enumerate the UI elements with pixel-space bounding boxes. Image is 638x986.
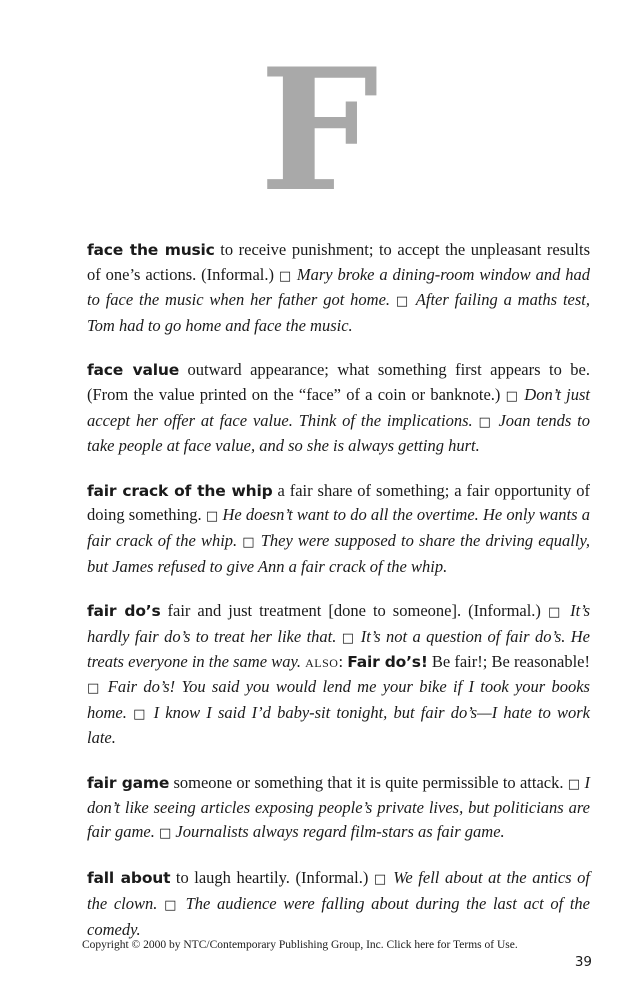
entry-fair-crack-of-the-whip xyxy=(87,479,590,578)
entry-headword: fall about xyxy=(87,869,171,888)
box-separator-icon: □ xyxy=(341,630,356,646)
entry-face-the-music xyxy=(87,238,590,337)
copyright-link[interactable]: Copyright © 2000 by NTC/Contemporary Publishing Group, Inc. Click here for Terms of Use. xyxy=(82,939,518,951)
entry-fair-dos: fair do’s fair and just treatment [done to someone]. (Informal.) □ It’s hardly fair do’s to treat her like that. □ It’s not a question of fair do’s. He treats everyone in the same way. also: Fair do’s! Be fair!; Be reasonable! □ Fair do’s! You said you would lend me your bike if I took your books home. □ I know I said I’d baby-sit tonight, but fair do’s—I hate to work late. xyxy=(87,601,591,748)
entry-example: Don’t just accept her offer at face value. Think of the implications. xyxy=(87,384,591,430)
entry-definition: to receive punishment; to accept the unpleasant results of one’s actions. (Informal.) xyxy=(87,240,591,284)
entry-headword: fair do’s xyxy=(87,602,161,621)
box-separator-icon: □ xyxy=(547,605,564,621)
also-definition: Be fair!; Be reasonable! xyxy=(431,652,590,672)
also-headword: Fair do’s! xyxy=(347,653,428,672)
box-separator-icon: □ xyxy=(395,294,410,310)
box-separator-icon: □ xyxy=(242,534,256,550)
entry-example: Fair do’s! You said you would lend me your bike if I took your books home. xyxy=(87,676,590,722)
entry-headword: fair crack of the whip xyxy=(87,481,273,500)
dictionary-entries xyxy=(87,238,590,962)
page-number: 39 xyxy=(574,954,592,970)
entry-definition: someone or something that it is quite permissible to attack. xyxy=(173,772,564,792)
box-separator-icon: □ xyxy=(133,706,148,722)
entry-example: It’s hardly fair do’s to treat her like that. xyxy=(87,601,591,646)
entry-definition: fair and just treatment [done to someone]. (Informal.) xyxy=(167,601,541,621)
entry-definition: to laugh heartily. (Informal.) xyxy=(175,868,369,888)
entry-fair-game xyxy=(87,771,590,846)
also-label: also xyxy=(305,652,339,672)
entry-example: Mary broke a dining-room window and had to face the music when her father got home. xyxy=(87,264,590,310)
entry-example: It’s not a question of fair do’s. He treats everyone in the same way. xyxy=(87,626,590,672)
box-separator-icon: □ xyxy=(205,509,219,525)
box-separator-icon: □ xyxy=(478,414,493,430)
box-separator-icon: □ xyxy=(87,680,102,696)
entry-example: We fell about at the antics of the clown. xyxy=(87,868,591,914)
entry-headword: face the music xyxy=(87,241,215,259)
entry-example: They were supposed to share the driving equally, but James refused to give Ann a fair crack of the whip. xyxy=(87,530,590,576)
box-separator-icon: □ xyxy=(158,825,172,841)
entry-example: After failing a maths test, Tom had to go home and face the music. xyxy=(87,290,591,335)
entry-definition: a fair share of something; a fair opportunity of doing something. xyxy=(87,480,590,525)
box-separator-icon: □ xyxy=(278,268,292,284)
entry-example: He doesn’t want to do all the overtime. He only wants a fair crack of the whip. xyxy=(87,505,591,550)
entry-fall-about xyxy=(87,866,590,941)
entry-headword: face value xyxy=(87,361,180,380)
entry-definition: outward appearance; what something first appears to be. (From the value printed on the “face” of a coin or banknote.) xyxy=(87,360,590,404)
entry-example: I don’t like seeing articles exposing people’s private lives, but politicians are fair game. xyxy=(87,772,591,841)
entry-example: I know I said I’d baby-sit tonight, but fair do’s—I hate to work late. xyxy=(87,702,590,748)
box-separator-icon: □ xyxy=(164,898,179,914)
entry-example: The audience were falling about during the last act of the comedy. xyxy=(87,894,591,939)
entry-example: Journalists always regard film-stars as fair game. xyxy=(175,821,505,841)
section-letter: F xyxy=(259,31,379,229)
box-separator-icon: □ xyxy=(373,872,388,888)
box-separator-icon: □ xyxy=(567,776,581,792)
entry-face-value xyxy=(87,358,590,457)
box-separator-icon: □ xyxy=(505,388,520,404)
entry-example: Joan tends to take people at face value, and so she is always getting hurt. xyxy=(87,410,590,456)
entry-headword: fair game xyxy=(87,773,170,792)
